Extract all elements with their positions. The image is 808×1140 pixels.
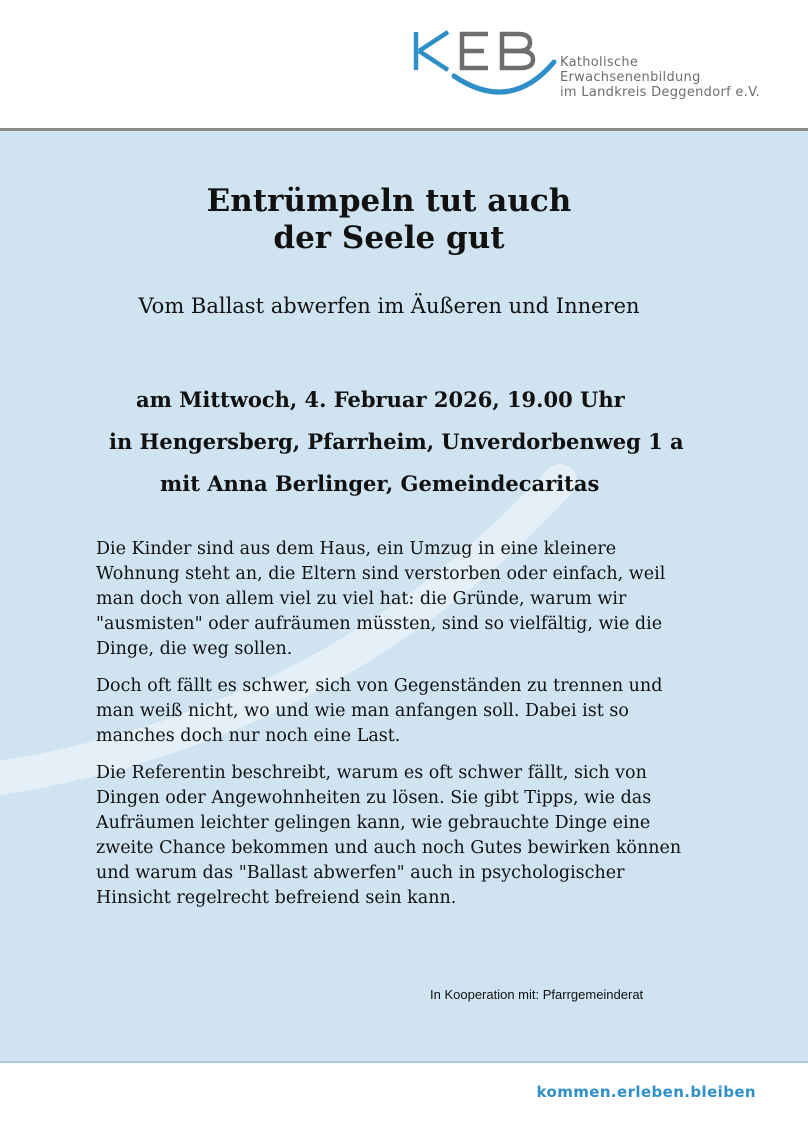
org-line: im Landkreis Deggendorf e.V. — [560, 85, 761, 100]
logo-letter-k — [416, 32, 448, 70]
title-line: der Seele gut — [273, 220, 505, 256]
description-paragraph: Die Kinder sind aus dem Haus, ein Umzug in eine kleinere Wohnung steht an, die Eltern sind verstorben oder einfach, weil man doch von allem viel zu viel hat: die Gründe, warum wir "ausmisten" oder aufräumen müssten, sind so vielfältig, wie die Dinge, die weg sollen. — [96, 539, 666, 659]
footer — [0, 1063, 808, 1140]
event-title — [0, 183, 778, 257]
event-speaker: mit Anna Berlinger, Gemeindecaritas — [160, 471, 600, 496]
keb-logo — [410, 26, 560, 106]
event-date: am Mittwoch, 4. Februar 2026, 19.00 Uhr — [136, 387, 625, 412]
cooperation-note: In Kooperation mit: Pfarrgemeinderat — [430, 987, 644, 1002]
slogan: kommen.erleben.bleiben — [536, 1083, 756, 1101]
description-paragraph: Die Referentin beschreibt, warum es oft schwer fällt, sich von Dingen oder Angewohnheiten zu lösen. Sie gibt Tipps, wie das Aufräumen leichter gelingen kann, wie gebrauchte Dinge eine zweite Chance bekommen und auch noch Gutes bewirken können und warum das "Ballast abwerfen" auch in psychologischer Hinsicht regelrecht befreiend sein kann. — [96, 763, 682, 908]
logo-letter-b — [500, 32, 533, 70]
description-paragraph: Doch oft fällt es schwer, sich von Gegenständen zu trennen und man weiß nicht, wo und wie man anfangen soll. Dabei ist so manches doch nur noch eine Last. — [96, 676, 663, 746]
event-subtitle: Vom Ballast abwerfen im Äußeren und Inneren — [138, 294, 640, 318]
event-description — [96, 537, 696, 923]
header — [0, 0, 808, 128]
logo-letter-e — [460, 32, 488, 70]
event-location: in Hengersberg, Pfarrheim, Unverdorbenweg 1 a — [109, 429, 684, 454]
org-line: Erwachsenenbildung — [560, 70, 701, 85]
organization-name — [560, 55, 760, 100]
title-line: Entrümpeln tut auch — [206, 183, 572, 219]
org-line: Katholische — [560, 55, 639, 70]
